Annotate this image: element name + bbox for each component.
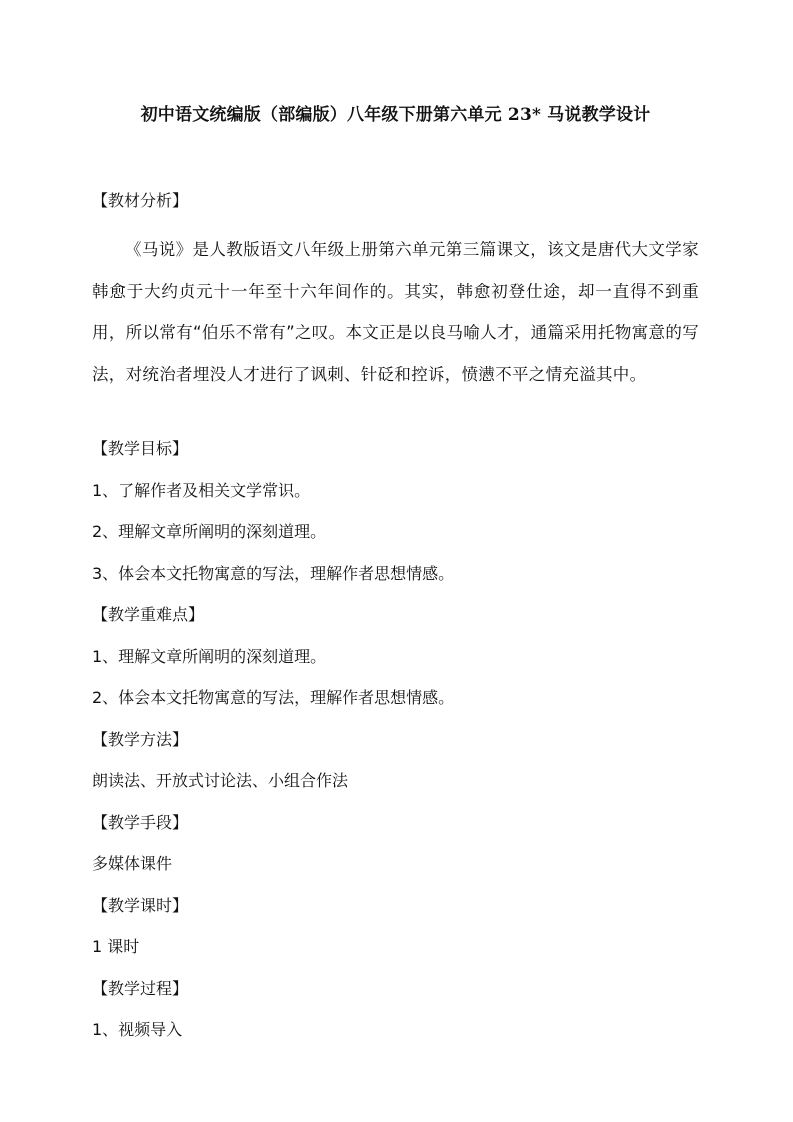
heading-goals: 【教学目标】 (92, 439, 189, 458)
heading-methods: 【教学方法】 (92, 730, 189, 749)
goal-item-2: 2、理解文章所阐明的深刻道理。 (92, 522, 327, 541)
key-point-item-1: 1、理解文章所阐明的深刻道理。 (92, 647, 327, 666)
heading-hours: 【教学课时】 (92, 896, 189, 915)
analysis-paragraph: 《马说》是人教版语文八年级上册第六单元第三篇课文，该文是唐代大文学家韩愈于大约贞元十一年至十六年间作的。其实，韩愈初登仕途，却一直得不到重用，所以常有“伯乐不常有”之叹。本文正是以良马喻人才，通篇采用托物寓意的写法，对统治者埋没人才进行了讽刺、针砭和控诉，愤懑不平之情充溢其中。 (92, 240, 699, 384)
heading-analysis: 【教材分析】 (92, 191, 189, 210)
heading-key-points: 【教学重难点】 (92, 605, 205, 624)
hours-text: 1 课时 (92, 937, 140, 956)
methods-text: 朗读法、开放式讨论法、小组合作法 (92, 771, 349, 790)
key-point-item-2: 2、体会本文托物寓意的写法，理解作者思想情感。 (92, 688, 455, 707)
heading-means: 【教学手段】 (92, 813, 189, 832)
heading-process: 【教学过程】 (92, 979, 189, 998)
goal-item-3: 3、体会本文托物寓意的写法，理解作者思想情感。 (92, 564, 455, 583)
means-text: 多媒体课件 (92, 854, 173, 873)
document-title: 初中语文统编版（部编版）八年级下册第六单元 23* 马说教学设计 (140, 105, 651, 125)
goal-item-1: 1、了解作者及相关文学常识。 (92, 481, 311, 500)
document-page (92, 94, 699, 1048)
process-item-1: 1、视频导入 (92, 1020, 183, 1039)
